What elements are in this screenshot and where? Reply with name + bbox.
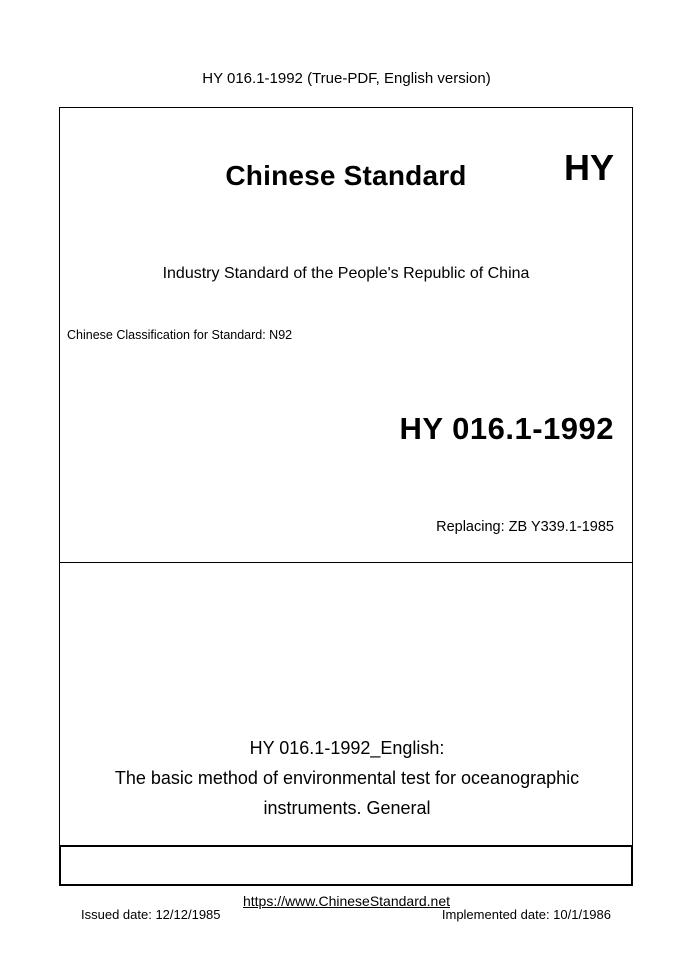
cover-subtitle: Industry Standard of the People's Republic of China [162,265,530,282]
website-link[interactable]: https://www.ChineseStandard.net [242,893,450,909]
document-title-line-3: instruments. General [263,798,431,818]
hy-logo-text: HY [563,147,614,188]
document-title [80,733,614,823]
footer [0,893,693,909]
standard-number: HY 016.1-1992 [399,411,614,446]
implemented-date: Implemented date: 10/1/1986 [441,907,611,922]
classification-code: Chinese Classification for Standard: N92 [67,328,293,342]
replacing-standard: Replacing: ZB Y339.1-1985 [436,519,614,535]
cover-upper-section [60,108,632,563]
issued-date: Issued date: 12/12/1985 [81,907,221,922]
cover-title: Chinese Standard [225,160,467,191]
document-title-line-2: The basic method of environmental test for oceanographic [114,768,580,788]
document-title-line-1: HY 016.1-1992_English: [249,738,445,758]
cover-bottom-bar [59,845,633,886]
page-header-text: HY 016.1-1992 (True-PDF, English version) [202,70,491,87]
